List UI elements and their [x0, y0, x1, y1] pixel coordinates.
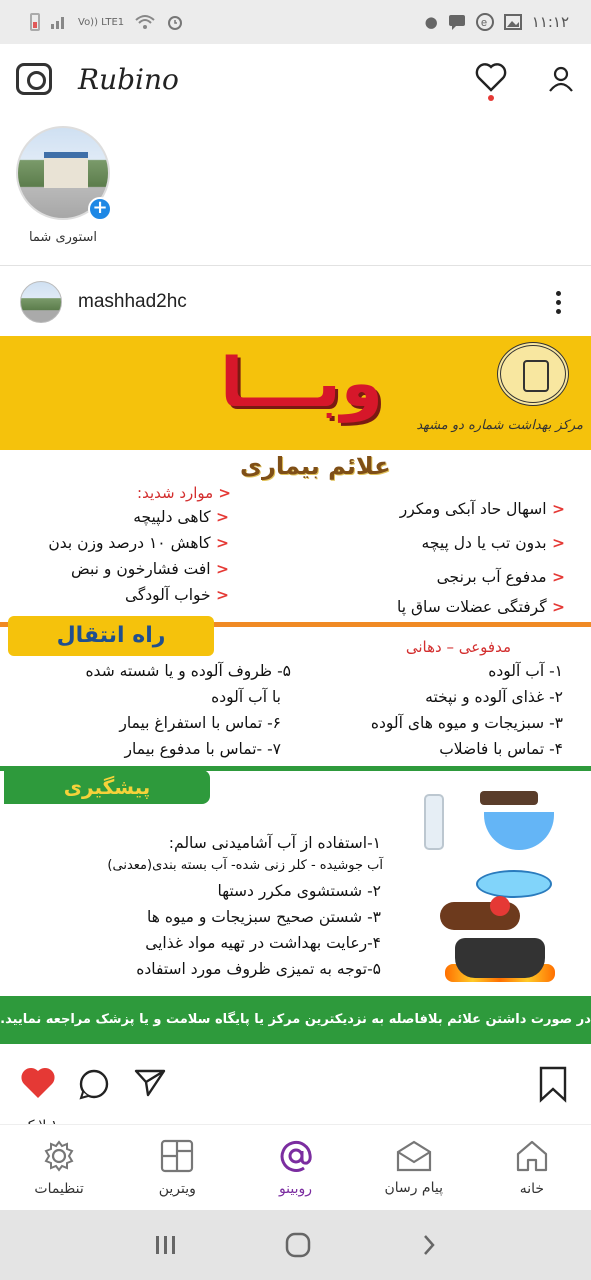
transmission-item: ۵- ظروف آلوده و یا شسته شده	[85, 662, 291, 680]
severe-item: < خواب آلودگی	[124, 586, 229, 604]
nav-label: ویترین	[158, 1180, 196, 1197]
heart-icon	[475, 62, 507, 92]
send-icon[interactable]	[134, 1068, 166, 1098]
alarm-icon	[166, 13, 184, 31]
poster-title: وبـــا	[220, 344, 384, 423]
transmission-item: ۳- سبزیجات و میوه های آلوده	[370, 714, 563, 732]
post-image[interactable]	[0, 336, 591, 1044]
nav-label: روبینو	[278, 1180, 313, 1197]
cooking-pot-illustration	[455, 938, 545, 978]
faucet-illustration	[480, 791, 538, 805]
prevention-item: ۳- شستن صحیح سبزیجات و میوه ها	[147, 908, 381, 926]
activity-button[interactable]	[475, 62, 507, 96]
symptom-item: < اسهال حاد آبکی ومکرر	[399, 500, 565, 518]
prevention-item: ۲- شستشوی مکرر دستها	[217, 882, 381, 900]
nav-item-home[interactable]	[473, 1125, 591, 1210]
system-nav-bar	[0, 1210, 591, 1280]
prevention-item: ۴-رعایت بهداشت در تهیه مواد غذایی	[145, 934, 381, 952]
status-bar	[0, 0, 591, 44]
prevention-item: آب جوشیده - کلر زنی شده- آب بسته بندی(معدنی)	[107, 858, 383, 873]
water-bottle-illustration	[424, 794, 444, 850]
back-icon[interactable]	[419, 1233, 437, 1257]
nav-item-messenger[interactable]	[355, 1125, 473, 1210]
story-item-yours[interactable]	[16, 126, 110, 245]
vegetable-wash-illustration	[476, 870, 552, 898]
transmission-item: ۱- آب آلوده	[488, 662, 563, 680]
avatar[interactable]	[20, 281, 62, 323]
severe-item: < کاهش ۱۰ درصد وزن بدن	[48, 534, 229, 552]
stories-bar	[0, 114, 591, 266]
battery-icon	[30, 13, 40, 31]
at-icon	[279, 1139, 313, 1173]
nav-item-rubino[interactable]	[236, 1125, 354, 1210]
network-label: Vo)) LTE1	[78, 16, 125, 28]
svg-text:e: e	[480, 17, 487, 29]
gallery-icon	[504, 14, 522, 30]
home-circle-icon[interactable]	[285, 1232, 311, 1258]
chat-icon	[448, 14, 466, 30]
bottom-nav	[0, 1124, 591, 1210]
mail-icon	[396, 1140, 432, 1172]
symptom-item: < بدون تب یا دل پیچه	[421, 534, 565, 552]
nav-item-showcase[interactable]	[118, 1125, 236, 1210]
transmission-title: راه انتقال	[8, 616, 214, 656]
story-label: استوری شما	[28, 230, 98, 245]
poster-footer: در صورت داشتن علائم بلافاصله به نزدیکترین مرکز یا پایگاه سلامت و یا پزشک مراجعه نمایید.	[0, 996, 591, 1044]
symptom-item: < گرفتگی عضلات ساق پا	[397, 598, 565, 616]
post-actions	[0, 1044, 591, 1124]
severe-title: < موارد شدید:	[137, 484, 231, 502]
bookmark-icon[interactable]	[538, 1066, 568, 1102]
signal-icon	[50, 14, 68, 30]
heart-filled-icon[interactable]	[20, 1066, 56, 1100]
wifi-icon	[134, 14, 156, 30]
e-app-icon	[476, 13, 494, 31]
camera-icon[interactable]	[16, 63, 52, 95]
grid-icon	[160, 1139, 194, 1173]
prevention-item: ۱-استفاده از آب آشامیدنی سالم:	[168, 834, 381, 852]
prevention-item: ۵-توجه به تمیزی ظروف مورد استفاده	[136, 960, 381, 978]
post-username[interactable]: mashhad2hc	[78, 291, 187, 312]
comment-icon[interactable]	[78, 1068, 110, 1100]
handwash-illustration	[484, 812, 554, 850]
transmission-item: ۶- تماس با استفراغ بیمار	[119, 714, 281, 732]
add-story-icon[interactable]: +	[88, 197, 112, 221]
app-bar	[0, 44, 591, 114]
transmission-item: ۷- -تماس با مدفوع بیمار	[124, 740, 281, 758]
dot-icon: ●	[424, 13, 438, 31]
clock: ۱۱:۱۲	[531, 13, 569, 31]
recents-icon[interactable]	[154, 1234, 178, 1256]
transmission-item: ۲- غذای آلوده و نپخته	[425, 688, 563, 706]
post-header	[0, 268, 591, 336]
prevention-title: پیشگیری	[4, 770, 210, 804]
transmission-item: با آب آلوده	[211, 688, 281, 706]
nav-item-settings[interactable]	[0, 1125, 118, 1210]
notification-dot	[488, 95, 494, 101]
nav-label: تنظیمات	[34, 1180, 84, 1197]
severe-item: < کاهی دلپیچه	[133, 508, 229, 526]
tomato-illustration	[490, 896, 510, 916]
emblem-icon	[497, 342, 569, 406]
more-options-icon[interactable]	[556, 291, 561, 314]
home-icon	[515, 1139, 549, 1173]
transmission-subtitle: مدفوعی – دهانی	[405, 638, 511, 656]
symptoms-title: علائم بیماری	[240, 452, 391, 480]
brand-logo: Rubino	[78, 62, 179, 96]
gear-icon	[42, 1139, 76, 1173]
transmission-item: ۴- تماس با فاضلاب	[439, 740, 563, 758]
nav-label: خانه	[519, 1180, 545, 1197]
poster-center-name: مرکز بهداشت شماره دو مشهد	[416, 418, 583, 433]
symptom-item: < مدفوع آب برنجی	[436, 568, 565, 586]
profile-icon[interactable]	[547, 65, 575, 93]
severe-item: < افت فشارخون و نبض	[71, 560, 229, 578]
nav-label: پیام رسان	[384, 1179, 443, 1196]
